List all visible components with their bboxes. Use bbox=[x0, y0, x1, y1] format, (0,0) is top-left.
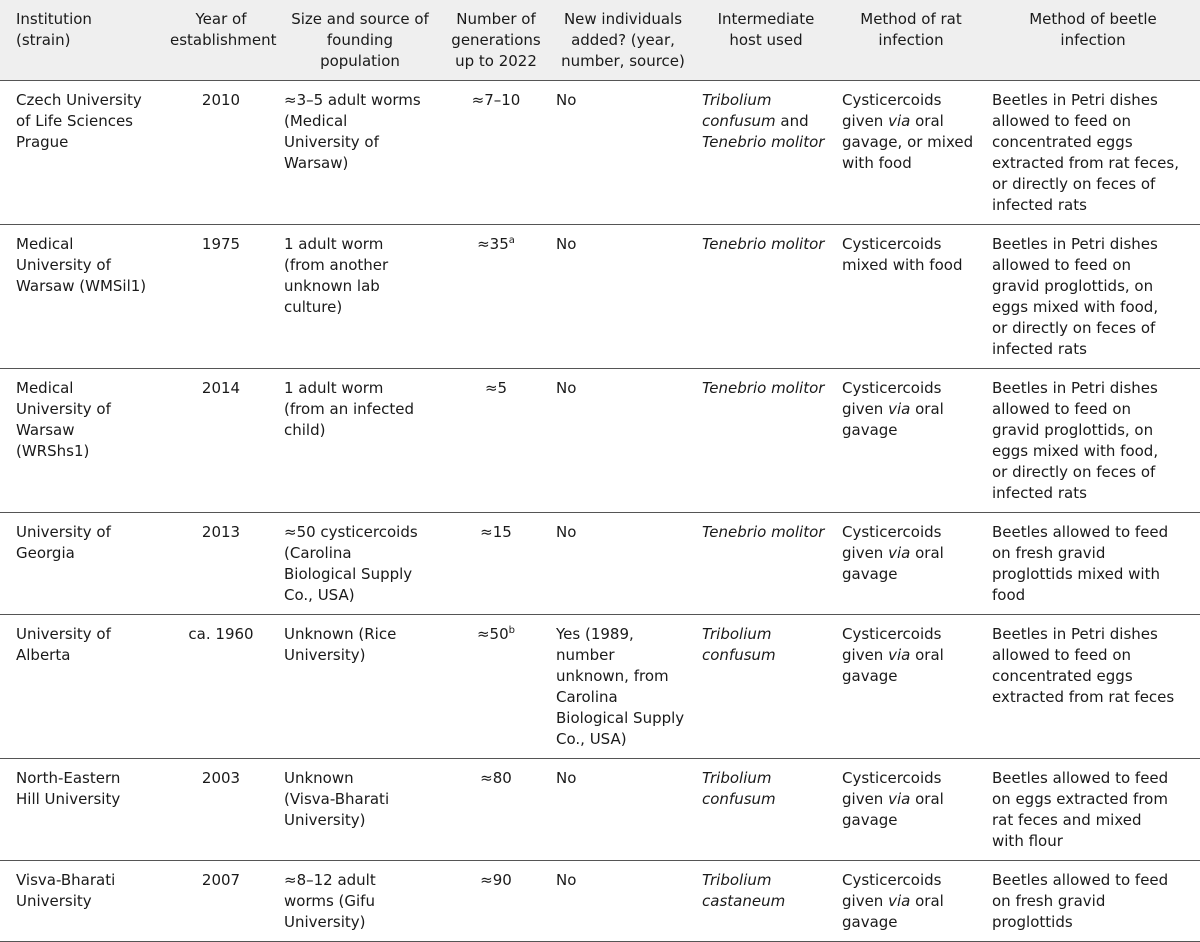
cell-host bbox=[696, 615, 836, 759]
cell-generations bbox=[442, 861, 550, 942]
host-species: Tribolium confusum bbox=[702, 769, 776, 808]
cell-beetle-infection: Beetles in Petri dishes allowed to feed on concentrated eggs extracted from rat feces, or directly on feces of infected rats bbox=[992, 91, 1179, 214]
cell-new-individuals: No bbox=[556, 91, 577, 109]
cell-rat-infection bbox=[836, 759, 986, 861]
header-year: Year of establishment bbox=[170, 10, 277, 49]
rat-method-text: Cysticercoids given bbox=[842, 91, 942, 130]
cell-institution: University of Georgia bbox=[16, 523, 111, 562]
cell-institution: Medical University of Warsaw (WRShs1) bbox=[16, 379, 111, 460]
rat-method-via: via bbox=[888, 544, 911, 562]
rat-method-text-2: oral gavage bbox=[842, 544, 944, 583]
cell-generations bbox=[442, 759, 550, 861]
cell-institution: Czech University of Life Sciences Prague bbox=[16, 91, 142, 151]
table-row bbox=[0, 615, 1200, 759]
header-rat-infection: Method of rat infection bbox=[860, 10, 962, 49]
cell-generations bbox=[442, 225, 550, 369]
cell-beetle-infection: Beetles in Petri dishes allowed to feed on concentrated eggs extracted from rat feces bbox=[992, 625, 1175, 706]
cell-generations bbox=[442, 369, 550, 513]
rat-method-via: via bbox=[888, 112, 911, 130]
rat-method-text: Cysticercoids given bbox=[842, 769, 942, 808]
cell-year: ca. 1960 bbox=[188, 625, 254, 643]
host-species: Tenebrio molitor bbox=[702, 379, 825, 397]
cell-founding: ≈50 cysticercoids (Carolina Biological Supply Co., USA) bbox=[284, 523, 418, 604]
cell-institution: Visva-Bharati University bbox=[16, 871, 116, 910]
cell-year: 1975 bbox=[201, 235, 241, 253]
table-row bbox=[0, 513, 1200, 615]
header-host: Intermediate host used bbox=[717, 10, 815, 49]
cell-founding: 1 adult worm (from an infected child) bbox=[284, 379, 415, 439]
cell-beetle-infection: Beetles allowed to feed on fresh gravid proglottids mixed with food bbox=[992, 523, 1169, 604]
cell-rat-infection bbox=[836, 225, 986, 369]
cell-founding: Unknown (Visva-Bharati University) bbox=[284, 769, 390, 829]
rat-method-text-2: oral gavage bbox=[842, 646, 944, 685]
rat-method-text-2: oral gavage bbox=[842, 400, 944, 439]
rat-method-text-2: oral gavage, or mixed with food bbox=[842, 112, 974, 172]
table-row bbox=[0, 861, 1200, 942]
cell-institution: North-Eastern Hill University bbox=[16, 769, 121, 808]
cell-year: 2013 bbox=[201, 523, 241, 541]
cell-year: 2014 bbox=[201, 379, 241, 397]
table-row bbox=[0, 759, 1200, 861]
generations-value: ≈15 bbox=[480, 523, 512, 541]
cell-rat-infection bbox=[836, 81, 986, 225]
host-join: and bbox=[780, 112, 809, 130]
host-species: Tenebrio molitor bbox=[702, 235, 825, 253]
host-species: Tenebrio molitor bbox=[702, 523, 825, 541]
host-species: Tribolium confusum bbox=[702, 91, 776, 130]
generations-value: ≈80 bbox=[480, 769, 512, 787]
cell-rat-infection bbox=[836, 861, 986, 942]
rat-method-text: Cysticercoids given bbox=[842, 523, 942, 562]
cell-new-individuals: No bbox=[556, 379, 577, 397]
header-generations: Number of generations up to 2022 bbox=[451, 10, 541, 70]
rat-method-text: Cysticercoids mixed with food bbox=[842, 235, 963, 274]
cell-host bbox=[696, 225, 836, 369]
host-species-2: Tenebrio molitor bbox=[702, 133, 825, 151]
cell-rat-infection bbox=[836, 369, 986, 513]
cell-rat-infection bbox=[836, 615, 986, 759]
cell-host bbox=[696, 759, 836, 861]
generations-value: ≈5 bbox=[484, 379, 508, 397]
cell-new-individuals: No bbox=[556, 871, 577, 889]
cell-host bbox=[696, 861, 836, 942]
generations-value: ≈90 bbox=[480, 871, 512, 889]
header-new-individuals: New individuals added? (year, number, source) bbox=[561, 10, 685, 70]
cell-beetle-infection: Beetles allowed to feed on fresh gravid proglottids bbox=[992, 871, 1169, 931]
rat-method-via: via bbox=[888, 646, 911, 664]
cell-year: 2010 bbox=[201, 91, 241, 109]
cell-generations bbox=[442, 615, 550, 759]
cell-beetle-infection: Beetles in Petri dishes allowed to feed on gravid proglottids, on eggs mixed with food, or directly on feces of infected rats bbox=[992, 235, 1159, 358]
cell-rat-infection bbox=[836, 513, 986, 615]
cell-generations bbox=[442, 81, 550, 225]
rat-method-via: via bbox=[888, 790, 911, 808]
cell-founding: Unknown (Rice University) bbox=[284, 625, 397, 664]
rat-method-text: Cysticercoids given bbox=[842, 871, 942, 910]
footnote-marker: b bbox=[508, 625, 515, 636]
cell-institution: Medical University of Warsaw (WMSil1) bbox=[16, 235, 147, 295]
cell-year: 2007 bbox=[201, 871, 241, 889]
cell-founding: 1 adult worm (from another unknown lab culture) bbox=[284, 235, 389, 316]
header-institution: Institution (strain) bbox=[16, 10, 92, 49]
table-row bbox=[0, 369, 1200, 513]
rat-method-via: via bbox=[888, 892, 911, 910]
header-founding: Size and source of founding population bbox=[291, 10, 429, 70]
cell-beetle-infection: Beetles in Petri dishes allowed to feed on gravid proglottids, on eggs mixed with food, or directly on feces of infected rats bbox=[992, 379, 1159, 502]
cell-host bbox=[696, 81, 836, 225]
rat-method-text: Cysticercoids given bbox=[842, 379, 942, 418]
table-header-row bbox=[0, 0, 1200, 81]
cell-beetle-infection: Beetles allowed to feed on eggs extracted from rat feces and mixed with flour bbox=[992, 769, 1169, 850]
cell-founding: ≈3–5 adult worms (Medical University of Warsaw) bbox=[284, 91, 421, 172]
cell-host bbox=[696, 513, 836, 615]
table-row bbox=[0, 225, 1200, 369]
host-species: Tribolium castaneum bbox=[702, 871, 786, 910]
header-beetle-infection: Method of beetle infection bbox=[1029, 10, 1157, 49]
cell-generations bbox=[442, 513, 550, 615]
table-row bbox=[0, 81, 1200, 225]
generations-value: ≈7–10 bbox=[471, 91, 521, 109]
rat-method-text-2: oral gavage bbox=[842, 892, 944, 931]
rat-method-text: Cysticercoids given bbox=[842, 625, 942, 664]
cell-founding: ≈8–12 adult worms (Gifu University) bbox=[284, 871, 376, 931]
generations-value: ≈35 bbox=[477, 235, 509, 253]
cell-year: 2003 bbox=[201, 769, 241, 787]
cell-new-individuals: Yes (1989, number unknown, from Carolina Biological Supply Co., USA) bbox=[556, 625, 685, 748]
cell-institution: University of Alberta bbox=[16, 625, 111, 664]
rat-method-via: via bbox=[888, 400, 911, 418]
table-body bbox=[0, 81, 1200, 942]
cell-host bbox=[696, 369, 836, 513]
cell-new-individuals: No bbox=[556, 235, 577, 253]
footnote-marker: a bbox=[508, 235, 515, 246]
cell-new-individuals: No bbox=[556, 523, 577, 541]
cell-new-individuals: No bbox=[556, 769, 577, 787]
rat-method-text-2: oral gavage bbox=[842, 790, 944, 829]
generations-value: ≈50 bbox=[476, 625, 509, 643]
host-species: Tribolium confusum bbox=[702, 625, 776, 664]
